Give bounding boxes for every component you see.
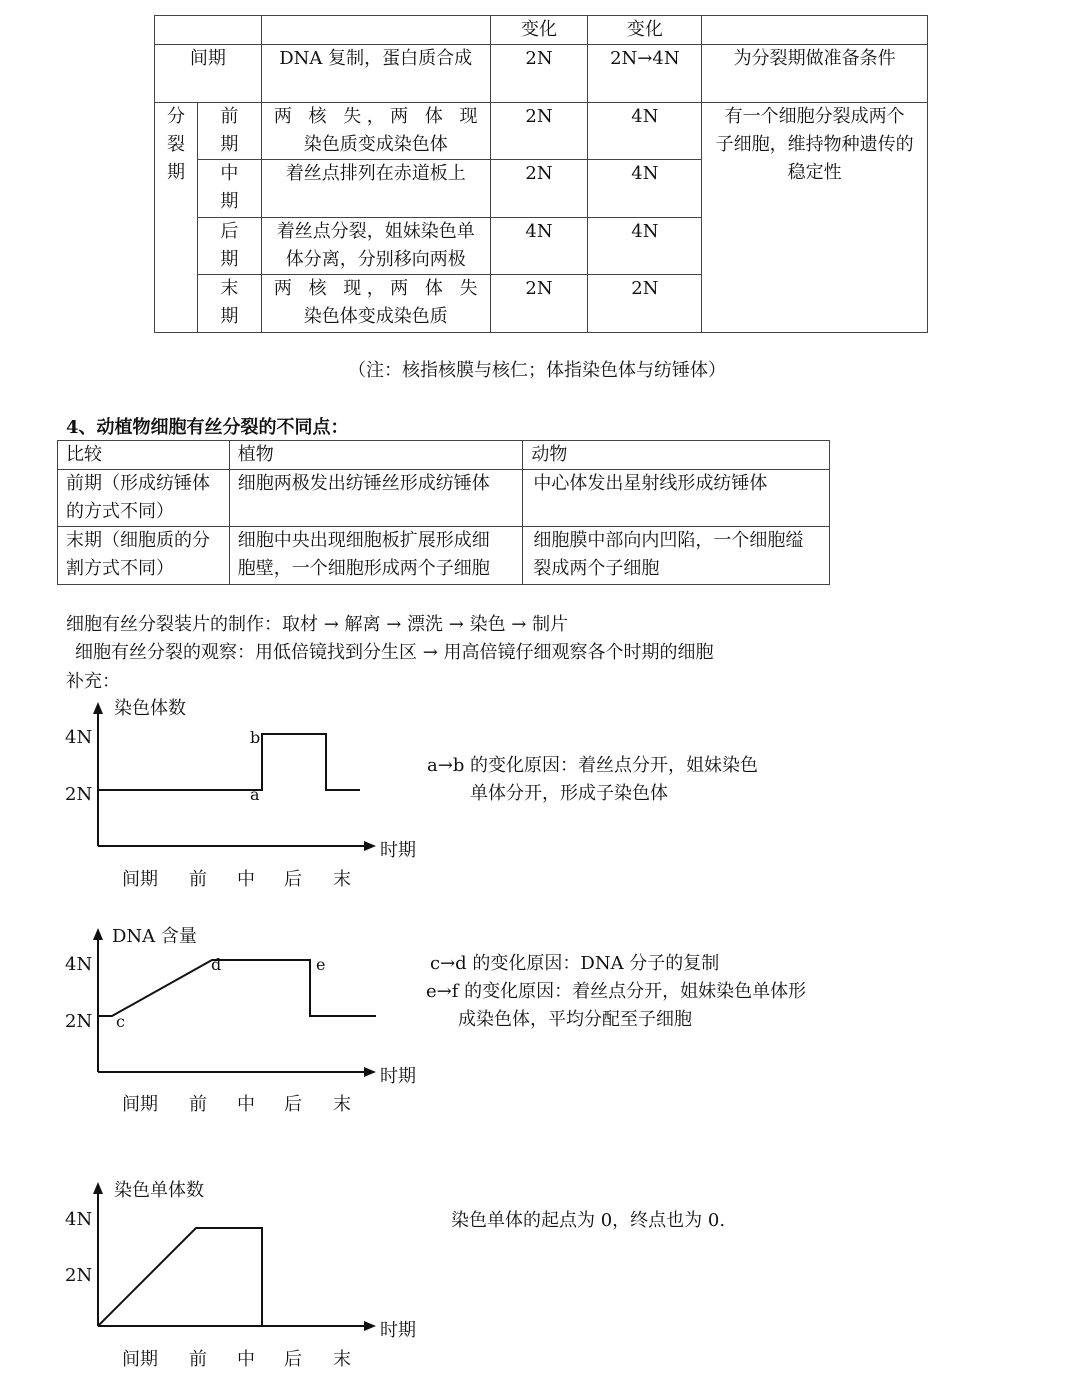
interphase-dna: 2N→4N	[588, 45, 702, 103]
section-title: 4、动植物细胞有丝分裂的不同点：	[66, 417, 349, 438]
comparison-table	[57, 440, 830, 585]
slide-making-steps: 细胞有丝分裂装片的制作：取材 → 解离 → 漂洗 → 染色 → 制片	[66, 614, 569, 635]
phase-chromosome: 2N	[490, 103, 588, 160]
x-axis-label: 时期	[380, 840, 416, 861]
supplement-label: 补充：	[66, 671, 120, 692]
y-tick-label: 4N	[65, 727, 93, 748]
phase-dna: 4N	[588, 103, 702, 160]
compare-cell: 前期（形成纺锤体 的方式不同）	[58, 470, 230, 527]
x-tick-label: 间期	[122, 1094, 158, 1115]
table-header-row	[58, 441, 830, 470]
phase-name-telophase: 末 期	[197, 275, 261, 333]
y-tick-label: 2N	[65, 1011, 93, 1032]
phase-dna: 2N	[588, 275, 702, 333]
point-label-e: e	[316, 955, 326, 974]
table-row	[58, 470, 830, 527]
y-tick-label: 2N	[65, 1265, 93, 1286]
x-tick-label: 末	[333, 1349, 351, 1370]
point-label-d: d	[211, 955, 222, 974]
header-cell	[261, 16, 490, 45]
point-label-a: a	[250, 785, 260, 804]
phase-name-metaphase: 中 期	[197, 160, 261, 218]
x-axis-arrow	[364, 841, 376, 851]
phase-event-telophase: 两 核 现，两 体 失 染色体变成染色质	[261, 275, 490, 333]
table-header-row	[155, 16, 928, 45]
header-animal: 动物	[523, 441, 830, 470]
mitosis-label: 分 裂 期	[155, 103, 198, 333]
cell-cycle-table	[154, 15, 928, 333]
phase-chromosome: 2N	[490, 275, 588, 333]
y-axis-label: 染色单体数	[114, 1180, 204, 1201]
interphase-label: 间期	[155, 45, 262, 103]
header-plant: 植物	[229, 441, 523, 470]
y-axis-arrow	[93, 928, 103, 940]
x-tick-label: 后	[284, 1094, 302, 1115]
x-tick-label: 前	[189, 1349, 207, 1370]
animal-cell: 细胞膜中部向内凹陷，一个细胞缢 裂成两个子细胞	[523, 527, 830, 585]
y-tick-label: 2N	[65, 784, 93, 805]
x-tick-label: 中	[237, 1094, 255, 1115]
phase-dna: 4N	[588, 160, 702, 218]
chromosome-number-chart	[0, 690, 440, 900]
point-label-b: b	[250, 728, 261, 747]
chromatid-series-line	[98, 1228, 262, 1326]
x-axis-arrow	[364, 1067, 376, 1077]
phase-event-metaphase: 着丝点排列在赤道板上	[261, 160, 490, 218]
interphase-chromosome: 2N	[490, 45, 588, 103]
point-label-c: c	[116, 1012, 125, 1031]
chromosome-series-line	[98, 734, 360, 790]
table-row	[155, 103, 928, 160]
chart1-annotation: a→b 的变化原因：着丝点分开，姐妹染色 单体分开，形成子染色体	[427, 755, 759, 804]
y-tick-label: 4N	[65, 1209, 93, 1230]
y-axis-arrow	[93, 1182, 103, 1194]
phase-dna: 4N	[588, 218, 702, 275]
x-tick-label: 中	[237, 1349, 255, 1370]
chart3-annotation: 染色单体的起点为 0，终点也为 0.	[451, 1210, 726, 1231]
dna-series-line	[98, 960, 376, 1016]
y-axis-label: 染色体数	[114, 698, 186, 719]
header-dna-change: 变化	[588, 16, 702, 45]
animal-cell: 中心体发出星射线形成纺锤体	[523, 470, 830, 527]
compare-cell: 末期（细胞质的分 割方式不同）	[58, 527, 230, 585]
x-tick-label: 后	[284, 1349, 302, 1370]
header-compare: 比较	[58, 441, 230, 470]
x-tick-label: 间期	[122, 1349, 158, 1370]
x-tick-label: 前	[189, 1094, 207, 1115]
plant-cell: 细胞两极发出纺锤丝形成纺锤体	[229, 470, 523, 527]
plant-cell: 细胞中央出现细胞板扩展形成细 胞壁，一个细胞形成两个子细胞	[229, 527, 523, 585]
mitosis-meaning: 有一个细胞分裂成两个 子细胞，维持物种遗传的 稳定性	[702, 103, 928, 333]
dna-content-chart	[0, 918, 440, 1128]
table-note: （注：核指核膜与核仁；体指染色体与纺锤体）	[348, 360, 726, 381]
x-tick-label: 中	[237, 869, 255, 890]
x-tick-label: 前	[189, 869, 207, 890]
interphase-meaning: 为分裂期做准备条件	[702, 45, 928, 103]
observation-steps: 细胞有丝分裂的观察：用低倍镜找到分生区 → 用高倍镜仔细观察各个时期的细胞	[75, 642, 714, 663]
x-tick-label: 末	[333, 869, 351, 890]
y-axis-arrow	[93, 702, 103, 714]
header-chromosome-change: 变化	[490, 16, 588, 45]
header-cell	[155, 16, 262, 45]
phase-name-prophase: 前 期	[197, 103, 261, 160]
table-row	[58, 527, 830, 585]
x-tick-label: 间期	[122, 869, 158, 890]
chart2-annotation: c→d 的变化原因：DNA 分子的复制 e→f 的变化原因：着丝点分开，姐妹染色单体形 成染色体，平均分配至子细胞	[426, 953, 807, 1030]
table-row	[155, 45, 928, 103]
y-axis-label: DNA 含量	[112, 926, 197, 947]
phase-chromosome: 4N	[490, 218, 588, 275]
interphase-event: DNA 复制，蛋白质合成	[261, 45, 490, 103]
x-axis-arrow	[364, 1321, 376, 1331]
phase-name-anaphase: 后 期	[197, 218, 261, 275]
chromatid-number-chart	[0, 1172, 440, 1382]
x-axis-label: 时期	[380, 1320, 416, 1341]
y-tick-label: 4N	[65, 954, 93, 975]
phase-chromosome: 2N	[490, 160, 588, 218]
phase-event-anaphase: 着丝点分裂，姐妹染色单 体分离，分别移向两极	[261, 218, 490, 275]
x-axis-label: 时期	[380, 1066, 416, 1087]
x-tick-label: 后	[284, 869, 302, 890]
x-tick-label: 末	[333, 1094, 351, 1115]
header-cell	[702, 16, 928, 45]
phase-event-prophase: 两 核 失，两 体 现 染色质变成染色体	[261, 103, 490, 160]
